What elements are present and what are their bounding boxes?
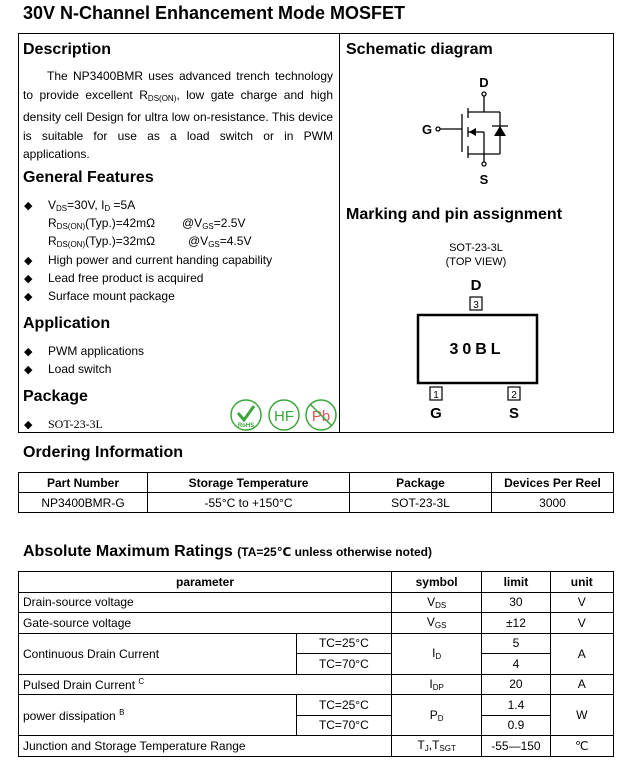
svg-text:Pb: Pb <box>311 408 331 425</box>
package-item: ◆ SOT-23-3L <box>24 417 103 431</box>
svg-text:RoHS: RoHS <box>237 423 255 429</box>
rohs-icon <box>231 400 261 430</box>
bullet-icon: ◆ <box>24 255 33 267</box>
table-row: power dissipation $^B$ TC=25°C $P_D$ 1.4 W <box>19 695 614 716</box>
compliance-badges <box>229 398 339 432</box>
overview-divider <box>339 33 340 433</box>
halogen-free-icon <box>269 400 299 430</box>
bullet-icon: ◆ <box>24 200 33 212</box>
bullet-icon: ◆ <box>24 346 33 358</box>
marking-package-label: SOT-23-3L (TOP VIEW) <box>445 242 507 268</box>
pin-drain-label: D <box>470 277 482 294</box>
schematic-source-label: S <box>479 172 489 187</box>
schematic-drain-label: D <box>479 75 489 90</box>
table-row: Continuous Drain Current TC=25°C $I_D$ 5 A <box>19 633 614 654</box>
table-row: NP3400BMR-G -55°C to +150°C SOT-23-3L 3000 <box>19 493 614 513</box>
bullet-icon: ◆ <box>24 419 33 431</box>
lead-free-icon <box>306 400 336 430</box>
schematic-gate-label: G <box>421 122 433 137</box>
ordering-heading: Ordering Information <box>23 444 183 461</box>
feature-rds-2: $R_{DS(ON)}(Typ.)=32m\Omega$ $@V_{GS}=4.5V$ <box>48 234 252 249</box>
pin-assignment-diagram <box>410 274 550 424</box>
marking-code: 30BL <box>449 341 505 358</box>
feature-rds-1: $R_{DS(ON)}(Typ.)=42m\Omega$ $@V_{GS}=2.5V$ <box>48 216 246 231</box>
feature-item: ◆ Surface mount package <box>24 289 175 303</box>
table-row: Drain-source voltage $V_{DS}$ 30 V <box>19 592 614 613</box>
bullet-icon: ◆ <box>24 364 33 376</box>
application-item: ◆ Load switch <box>24 362 112 376</box>
page-title: 30V N-Channel Enhancement Mode MOSFET <box>23 3 406 23</box>
description-text: The NP3400BMR uses advanced trench technology to provide excellent $R_{DS(ON)}$, low gate charge and high density cell Design for ultra low on-resistance. This device is suitable for use as a load switch or in PWM applications. <box>23 69 333 161</box>
pin-gate-label: G <box>430 405 442 422</box>
feature-item: ◆ Lead free product is acquired <box>24 271 204 285</box>
svg-text:2: 2 <box>511 390 517 401</box>
ratings-note: (TA=25℃ unless otherwise noted) <box>237 545 432 559</box>
description-heading: Description <box>23 41 112 58</box>
application-heading: Application <box>23 315 111 332</box>
features-heading: General Features <box>23 169 154 186</box>
table-header-row: Part Number Storage Temperature Package Devices Per Reel <box>19 473 614 493</box>
bullet-icon: ◆ <box>24 273 33 285</box>
table-row: TC=70°C 4 <box>19 654 614 675</box>
marking-heading: Marking and pin assignment <box>346 206 563 223</box>
table-row: Gate-source voltage $V_{GS}$ ±12 V <box>19 613 614 634</box>
pin-source-label: S <box>508 405 520 422</box>
application-item: ◆ PWM applications <box>24 344 145 358</box>
package-heading: Package <box>23 388 88 405</box>
table-row: TC=70°C 0.9 <box>19 715 614 736</box>
svg-text:3: 3 <box>473 300 479 311</box>
ordering-table <box>18 472 614 513</box>
svg-text:1: 1 <box>433 390 439 401</box>
table-row: Junction and Storage Temperature Range $T_J,T_{SGT}$ -55—150 ℃ <box>19 736 614 757</box>
table-header-row: parameter symbol limit unit <box>19 572 614 593</box>
feature-vds-id: ◆ $V_{DS}=30V$, $I_D =5A$ <box>24 198 136 213</box>
table-row: Pulsed Drain Current $^C$ $I_{DP}$ 20 A <box>19 674 614 695</box>
feature-item: ◆ High power and current handing capability <box>24 253 273 267</box>
bullet-icon: ◆ <box>24 291 33 303</box>
mosfet-schematic <box>418 70 528 190</box>
ratings-table <box>18 571 614 757</box>
schematic-heading: Schematic diagram <box>346 41 493 58</box>
svg-text:HF: HF <box>274 408 294 425</box>
ratings-heading: Absolute Maximum Ratings (TA=25℃ unless otherwise noted) <box>23 543 432 560</box>
